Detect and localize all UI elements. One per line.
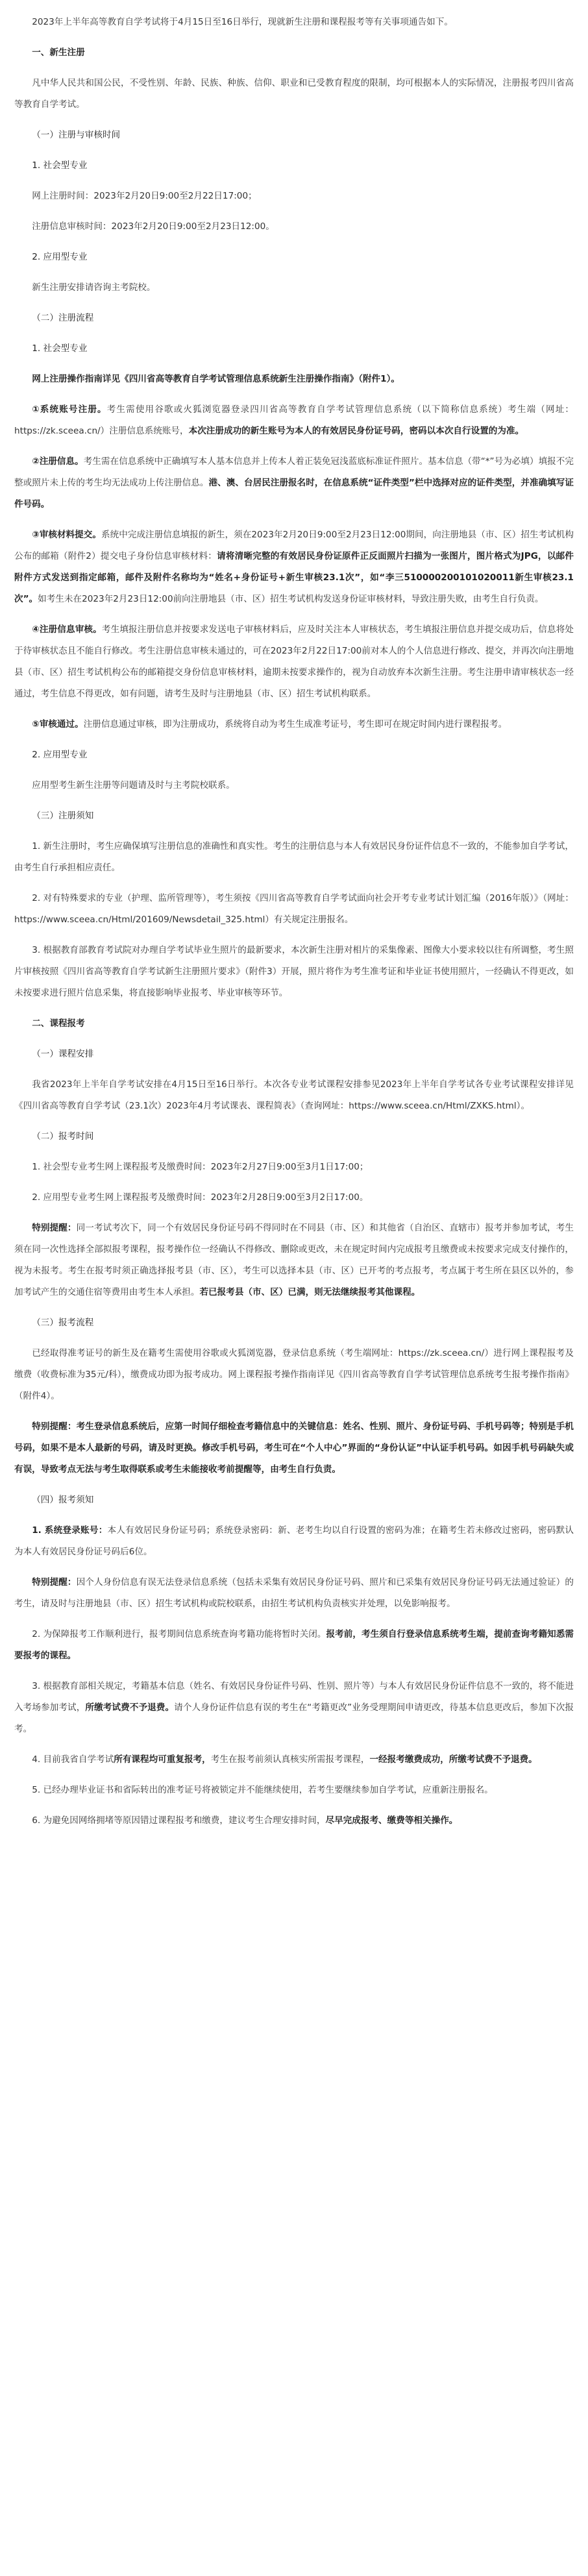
enrollment-note-4 [14, 1749, 574, 1771]
flow-applied-major-text: 应用型考生新生注册等问题请及时与主考院校联系。 [32, 780, 235, 791]
subsection-title-registration-notes: （三）注册须知 [32, 811, 94, 821]
note-3-text: 3. 根据教育部相关规定，考籍基本信息（姓名、有效居民身份证件号码、性别、照片等）与本人有效居民身份证件信息不一致的，将不能进入考场参加考试， [14, 1681, 574, 1713]
step-material-submission [14, 524, 574, 610]
step-info-text: 考生需在信息系统中正确填写本人基本信息并上传本人着正装免冠浅蓝底标准证件照片。基本信息（带“*”号为必填）填报不完整或照片未上传的考生均无法成功上传注册信息。 [14, 456, 574, 488]
course-schedule-text: 我省2023年上半年自学考试安排在4月15日至16日举行。本次各专业考试课程安排参见2023年上半年自学考试各专业考试课程安排详见《四川省高等教育自学考试（23.1次）2023年4月考试课表、课程简表》（查询网址：https://www.sceea.cn/Html/ZXKS.html）。 [14, 1079, 574, 1111]
step-registration-info [14, 451, 574, 515]
step-review-label: ④注册信息审核。 [32, 624, 102, 635]
section-title-registration: 一、新生注册 [32, 47, 85, 58]
note-4-emphasis: 所有课程均可重复报考， [114, 1754, 211, 1765]
step-material-label: ③审核材料提交。 [32, 530, 101, 540]
note-6-text: 6. 为避免因网络拥堵等原因错过课程报考和缴费，建议考生合理安排时间， [32, 1815, 326, 1826]
online-registration-time: 网上注册时间：2023年2月20日9:00至2月22日17:00； [32, 191, 257, 201]
step-info-label: ②注册信息。 [32, 456, 84, 467]
note-4-emphasis-2: 一经报考缴费成功，所缴考试费不予退费。 [369, 1754, 537, 1765]
step-account-emphasis: 本次注册成功的新生账号为本人的有效居民身份证号码，密码以本次自行设置的为准。 [188, 426, 524, 436]
enrollment-note-5: 5. 已经办理毕业证书和省际转出的准考证号将被锁定并不能继续使用，若考生要继续参加自学考试，应重新注册报名。 [32, 1785, 493, 1795]
flow-social-major-title: 1. 社会型专业 [32, 343, 88, 354]
enrollment-note-3 [14, 1676, 574, 1740]
applied-major-title: 2. 应用型专业 [32, 252, 88, 262]
section-title-course-enrollment: 二、课程报考 [32, 1018, 85, 1029]
step-info-review [14, 619, 574, 705]
review-time: 注册信息审核时间：2023年2月20日9:00至2月23日12:00。 [32, 221, 275, 232]
note-2-text: 2. 为保障报考工作顺利进行，报考期间信息系统查询考籍功能将暂时关闭。 [32, 1629, 326, 1639]
special-reminder-info-check [14, 1416, 574, 1480]
subsection-title-registration-time: （一）注册与审核时间 [32, 130, 121, 140]
subsection-title-enrollment-flow: （三）报考流程 [32, 1318, 94, 1328]
applied-major-text: 新生注册安排请咨询主考院校。 [32, 282, 156, 293]
info-check-text: 考生登录信息系统后，应第一时间仔细检查考籍信息中的关键信息：姓名、性别、照片、身份证号码、手机号码等；特别是手机号码，如果不是本人最新的号码，请及时更换。修改手机号码，考生可在“个人中心”界面的“身份认证”中认证手机号码。如因手机号码缺失或有误，导致考点无法与考生取得联系或考生未能接收考前提醒等，由考生自行负责。 [14, 1421, 574, 1475]
subsection-title-enrollment-time: （二）报考时间 [32, 1131, 94, 1142]
registration-note-3: 3. 根据教育部教育考试院对办理自学考试毕业生照片的最新要求，本次新生注册对相片的采集像素、图像大小要求较以往有所调整，考生照片审核按照《四川省高等教育自学考试新生注册照片要求》（附件3）开展，照片将作为考生准考证和毕业证书使用照片，一经确认不得更改，如未按要求进行照片信息采集，将直接影响毕业报考、毕业审核等环节。 [14, 945, 574, 998]
note-1-text: 本人有效居民身份证号码；系统登录密码：新、老考生均以自行设置的密码为准；在籍考生若未修改过密码，密码默认为本人有效居民身份证号码后6位。 [14, 1525, 574, 1557]
step-account-registration [14, 399, 574, 442]
enrollment-note-1 [14, 1520, 574, 1563]
step-review-text: 考生填报注册信息并按要求发送电子审核材料后，应及时关注本人审核状态，考生填报注册信息并提交成功后，信息将处于待审核状态且不能自行修改。考生注册信息审核未通过的，可在2023年2月22日17:00前对本人的个人信息进行修改、提交，并再次向注册地县（市、区）招生考试机构公布的邮箱提交身份信息审核材料，逾期未按要求操作的，视为自动放弃本次新生注册。考生注册申请审核状态一经通过，考生信息不得更改，如有问题，请考生及时与注册地县（市、区）招生考试机构联系。 [14, 624, 574, 699]
note-4-text: 4. 目前我省自学考试 [32, 1754, 114, 1765]
info-check-label: 特别提醒： [32, 1421, 77, 1432]
registration-guide-text: 网上注册操作指南详见《四川省高等教育自学考试管理信息系统新生注册操作指南》（附件1）。 [32, 374, 400, 384]
note-3-tail: 请个人身份证件信息有误的考生在“考籍更改”业务受理期间申请更改，待基本信息更改后，参加下次报考。 [14, 1702, 574, 1734]
note-2-emphasis: 报考前，考生须自行登录信息系统考生端，提前查询考籍知悉需要报考的课程。 [14, 1629, 574, 1661]
step-account-text: 考生需使用谷歌或火狐浏览器登录四川省高等教育自学考试管理信息系统（以下简称信息系统）考生端（网址：https://zk.sceea.cn/）注册信息系统账号， [14, 404, 574, 436]
registration-intro: 凡中华人民共和国公民，不受性别、年龄、民族、种族、信仰、职业和已受教育程度的限制，均可根据本人的实际情况，注册报考四川省高等教育自学考试。 [14, 78, 574, 110]
special-reminder-text: 同一考试考次下，同一个有效居民身份证号码不得同时在不同县（市、区）和其他省（自治区、直辖市）报考并参加考试，考生须在同一次性选择全部拟报考课程，报考操作位一经确认不得修改、删除或更改，未在规定时间内完成报考且缴费或未按要求完成支付操作的，视为未报考。考生在报考时须正确选择报考县（市、区），考生可以选择本县（市、区）已开考的考点报考，考点属于考生所在县区以外的，参加考试产生的交通住宿等费用由考生本人承担。 [14, 1223, 574, 1297]
enrollment-time-applied: 2. 应用型专业考生网上课程报考及缴费时间：2023年2月28日9:00至3月2日17:00。 [32, 1192, 369, 1203]
note-1-reminder-text: 因个人身份信息有误无法登录信息系统（包括未采集有效居民身份证号码、照片和已采集有效居民身份证号码无法通过验证）的考生，请及时与注册地县（市、区）招生考试机构或院校联系，由招生考试机构负责核实并处理，以免影响报考。 [14, 1577, 574, 1609]
step-material-text: 系统中完成注册信息填报的新生，须在2023年2月20日9:00至2月23日12:00期间，向注册地县（市、区）招生考试机构公布的邮箱（附件2）提交电子身份信息审核材料： [14, 530, 574, 561]
note-1-label: 1. 系统登录账号： [32, 1525, 108, 1536]
enrollment-note-6 [14, 1810, 574, 1832]
registration-guide-paragraph [14, 369, 574, 390]
note-1-reminder-label: 特别提醒： [32, 1577, 77, 1588]
note-4-middle: 考生在报考前须认真核实所需报考课程， [210, 1754, 370, 1765]
enrollment-flow-text: 已经取得准考证号的新生及在籍考生需使用谷歌或火狐浏览器，登录信息系统（考生端网址：https://zk.sceea.cn/）进行网上课程报考及缴费（收费标准为35元/科），缴费成功即为报考成功。网上课程报考操作指南详见《四川省高等教育自学考试管理信息系统考生报考操作指南》（附件4）。 [14, 1348, 574, 1401]
step-info-emphasis: 港、澳、台居民注册报名时，在信息系统“证件类型”栏中选择对应的证件类型，并准确填写证件号码。 [14, 478, 574, 509]
step-passed-text: 注册信息通过审核，即为注册成功，系统将自动为考生生成准考证号，考生即可在规定时间内进行课程报考。 [83, 719, 508, 730]
note-3-emphasis: 所缴考试费不予退费。 [85, 1702, 175, 1713]
registration-note-2: 2. 对有特殊要求的专业（护理、监所管理等），考生须按《四川省高等教育自学考试面向社会开考专业考试计划汇编（2016年版）》（网址：https://www.sceea.cn/Html/201609/Newsdetail_325.html）有关规定注册报名。 [14, 893, 574, 925]
step-passed-label: ⑤审核通过。 [32, 719, 84, 730]
subsection-title-registration-flow: （二）注册流程 [32, 313, 94, 323]
enrollment-note-2 [14, 1624, 574, 1667]
subsection-title-course-schedule: （一）课程安排 [32, 1049, 94, 1059]
step-account-label: ①系统账号注册。 [32, 404, 107, 415]
subsection-title-enrollment-notes: （四）报考须知 [32, 1495, 94, 1505]
step-material-emphasis: 请将清晰完整的有效居民身份证原件正反面照片扫描为一张图片，图片格式为JPG，以邮件附件方式发送到指定邮箱，邮件及附件名称均为“姓名+身份证号+新生审核23.1次”，如“李三510000200101020011新生审核23.1次”。 [14, 551, 574, 604]
step-material-tail: 如考生未在2023年2月23日12:00前向注册地县（市、区）招生考试机构发送身份证审核材料，导致注册失败，由考生自行负责。 [38, 594, 544, 604]
special-reminder-enrollment [14, 1218, 574, 1303]
enrollment-time-social: 1. 社会型专业考生网上课程报考及缴费时间：2023年2月27日9:00至3月1日17:00； [32, 1162, 369, 1172]
special-reminder-label: 特别提醒： [32, 1223, 77, 1233]
note-6-emphasis: 尽早完成报考、缴费等相关操作。 [325, 1815, 458, 1826]
special-reminder-emphasis: 若已报考县（市、区）已满，则无法继续报考其他课程。 [199, 1287, 421, 1297]
intro-paragraph: 2023年上半年高等教育自学考试将于4月15日至16日举行，现就新生注册和课程报考等有关事项通告如下。 [32, 17, 453, 27]
step-review-passed [14, 714, 574, 735]
flow-applied-major-title: 2. 应用型专业 [32, 750, 88, 760]
social-major-title: 1. 社会型专业 [32, 160, 88, 171]
registration-note-1: 1. 新生注册时，考生应确保填写注册信息的准确性和真实性。考生的注册信息与本人有效居民身份证件信息不一致的，不能参加自学考试，由考生自行承担相应责任。 [14, 841, 574, 873]
enrollment-note-1-reminder [14, 1572, 574, 1615]
